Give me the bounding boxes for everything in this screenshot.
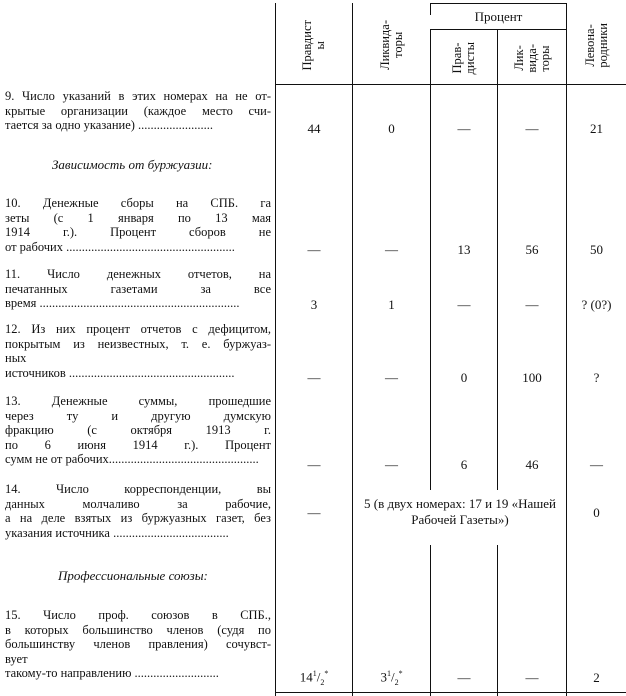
header-bottom-rule — [275, 84, 626, 85]
row-12-description: 12. Из них процент отчетов с дефицитом, покрытым из неизвестных, т. е. буржуаз- ных источников ..................................................... — [5, 322, 271, 380]
row-14-pravdisty: — — [307, 505, 321, 520]
row-15-pravdisty: $14^1/_2^*$ — [299, 669, 329, 687]
section-heading: Зависимость от буржуазии: — [52, 157, 213, 172]
row-10-levonarodniki: 50 — [590, 242, 603, 257]
row-15-pct-pravdisty: — — [457, 670, 471, 685]
row-13-likvidatory: — — [385, 457, 398, 472]
row-11-pct-pravdisty: — — [457, 297, 471, 312]
row-12-levonarodniki: ? — [593, 370, 600, 385]
row-9-likvidatory: 0 — [388, 121, 395, 136]
row-12-pravdisty: — — [307, 370, 321, 385]
row-15-description: 15. Число проф. союзов в СПБ., в которых большинство членов (судя по большинству членов правления) сочувст- вует такому-то направлению ........................... — [5, 608, 271, 680]
column-divider — [566, 3, 567, 696]
column-divider — [430, 30, 431, 490]
row-11-pct-likvidatory: — — [525, 297, 539, 312]
row-9-pct-pravdisty: — — [457, 121, 471, 136]
row-9-levonarodniki: 21 — [590, 121, 603, 136]
row-9-description: 9. Число указаний в этих номерах на не от- крытые организации (каждое место счи- тается за одно указание) ........................ — [5, 89, 271, 132]
row-13-pravdisty: — — [307, 457, 321, 472]
row-11-pravdisty: 3 — [310, 297, 318, 312]
column-divider — [497, 30, 498, 490]
header-pravdisty: Правдист ы — [300, 19, 327, 71]
row-9-pct-likvidatory: — — [525, 121, 539, 136]
header-percent-group: Процент — [474, 9, 523, 24]
row-10-pravdisty: — — [307, 242, 321, 257]
header-top-rule — [430, 3, 567, 4]
row-11-likvidatory: 1 — [388, 297, 395, 312]
row-12-likvidatory: — — [385, 370, 398, 385]
row-13-description: 13. Денежные суммы, прошедшие через ту и другую думскую фракцию (с октября 1913 г. по 6 июня 1914 г.). Процент сумм не от рабочих................................................ — [5, 394, 271, 466]
row-11-levonarodniki: ? (0?) — [581, 297, 612, 312]
row-12-pct-likvidatory: 100 — [522, 370, 542, 385]
row-15-pct-likvidatory: — — [525, 670, 539, 685]
row-13-pct-likvidatory: 46 — [525, 457, 539, 472]
header-likvidatory: Ликвида- торы — [377, 20, 405, 70]
header-percent-pravdisty: Прав- дисты — [450, 41, 477, 75]
row-11-description: 11. Число денежных отчетов, на печатанных газетами за все время ................................................................ — [5, 267, 271, 310]
row-14-merged-value: 5 (в двух номерах: 17 и 19 «Нашей Рабочей Газеты») — [364, 496, 556, 527]
section-heading: Профессиональные союзы: — [58, 568, 208, 583]
row-15-levonarodniki: 2 — [593, 670, 600, 685]
row-10-likvidatory: — — [385, 242, 398, 257]
row-14-levonarodniki: 0 — [593, 505, 600, 520]
row-9-pravdisty: 44 — [307, 121, 321, 136]
row-14-description: 14. Число корреспонденции, вы данных молчаливо за рабочие, а на деле взятых из буржуазных газет, без указания источника ..................................... — [5, 482, 271, 540]
row-10-description: 10. Денежные сборы на СПБ. га зеты (с 1 января по 13 мая 1914 г.). Процент сборов не от рабочих ...................................................... — [5, 196, 271, 254]
header-levonarodniki: Левона- родники — [582, 22, 610, 68]
row-13-pct-pravdisty: 6 — [460, 457, 468, 472]
column-divider — [275, 3, 276, 696]
table-bottom-rule — [275, 692, 626, 693]
row-10-pct-pravdisty: 13 — [457, 242, 471, 257]
row-13-levonarodniki: — — [590, 457, 603, 472]
row-15-likvidatory: $3^1/_2^*$ — [380, 669, 403, 687]
header-group-rule — [430, 29, 567, 30]
header-percent-likvidatory: Лик- вида- торы — [511, 43, 552, 73]
column-divider — [352, 3, 353, 696]
row-12-pct-pravdisty: 0 — [460, 370, 468, 385]
row-10-pct-likvidatory: 56 — [525, 242, 539, 257]
